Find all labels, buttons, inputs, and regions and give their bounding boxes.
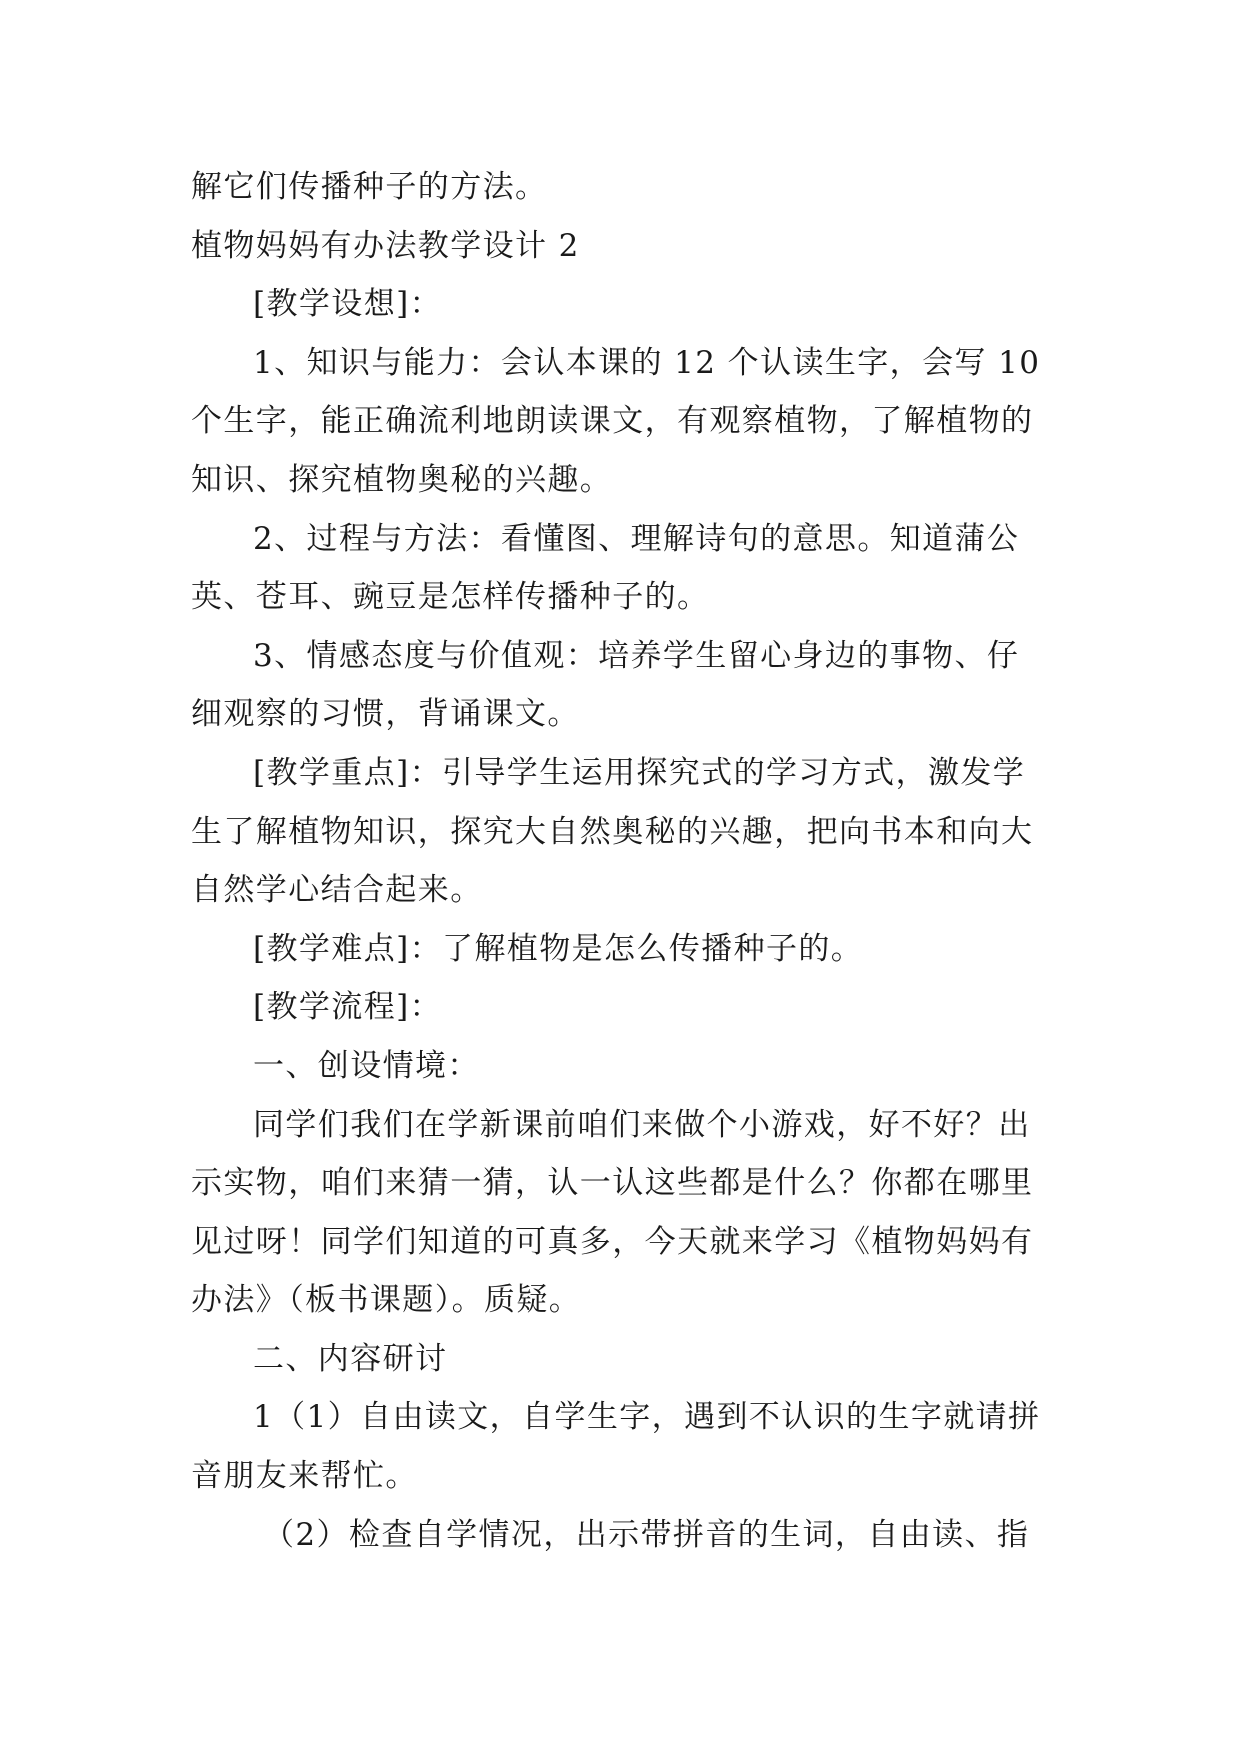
text-line: 知识、探究植物奥秘的兴趣。	[191, 461, 613, 498]
text-line: 细观察的习惯，背诵课文。	[191, 696, 580, 733]
text-line: 生了解植物知识，探究大自然奥秘的兴趣，把向书本和向大	[191, 813, 1034, 850]
text-line: 见过呀！同学们知道的可真多，今天就来学习《植物妈妈有	[191, 1223, 1034, 1260]
text-line: [教学难点]：了解植物是怎么传播种子的。	[253, 930, 864, 967]
text-line: 同学们我们在学新课前咱们来做个小游戏，好不好？出	[253, 1106, 1031, 1143]
text-line: 个生字，能正确流利地朗读课文，有观察植物，了解植物的	[191, 403, 1034, 440]
text-line: （2）检查自学情况，出示带拼音的生词，自由读、指	[263, 1516, 1030, 1553]
text-line: 解它们传播种子的方法。	[191, 169, 548, 205]
section-title: 植物妈妈有办法教学设计 2	[191, 227, 580, 264]
text-line: 二、内容研讨	[253, 1340, 448, 1377]
document-body	[191, 158, 1053, 1564]
text-line: 自然学心结合起来。	[191, 872, 483, 909]
text-line: [教学重点]：引导学生运用探究式的学习方式，激发学	[253, 754, 1026, 791]
text-line: 音朋友来帮忙。	[191, 1458, 418, 1495]
text-line: 3、情感态度与价值观：培养学生留心身边的事物、仔	[253, 637, 1020, 674]
text-line: 1（1）自由读文，自学生字，遇到不认识的生字就请拼	[253, 1399, 1041, 1436]
text-line: 2、过程与方法：看懂图、理解诗句的意思。知道蒲公	[253, 520, 1020, 557]
text-line: 英、苍耳、豌豆是怎样传播种子的。	[191, 579, 710, 616]
text-line: 一、创设情境：	[253, 1047, 480, 1084]
text-line: 1、知识与能力：会认本课的 12 个认读生字，会写 10	[253, 344, 1041, 381]
text-line: 示实物，咱们来猜一猜，认一认这些都是什么？你都在哪里	[191, 1165, 1034, 1202]
text-line: 办法》（板书课题）。质疑。	[191, 1282, 582, 1319]
text-line: [教学设想]：	[253, 286, 442, 323]
text-line: [教学流程]：	[253, 989, 442, 1026]
